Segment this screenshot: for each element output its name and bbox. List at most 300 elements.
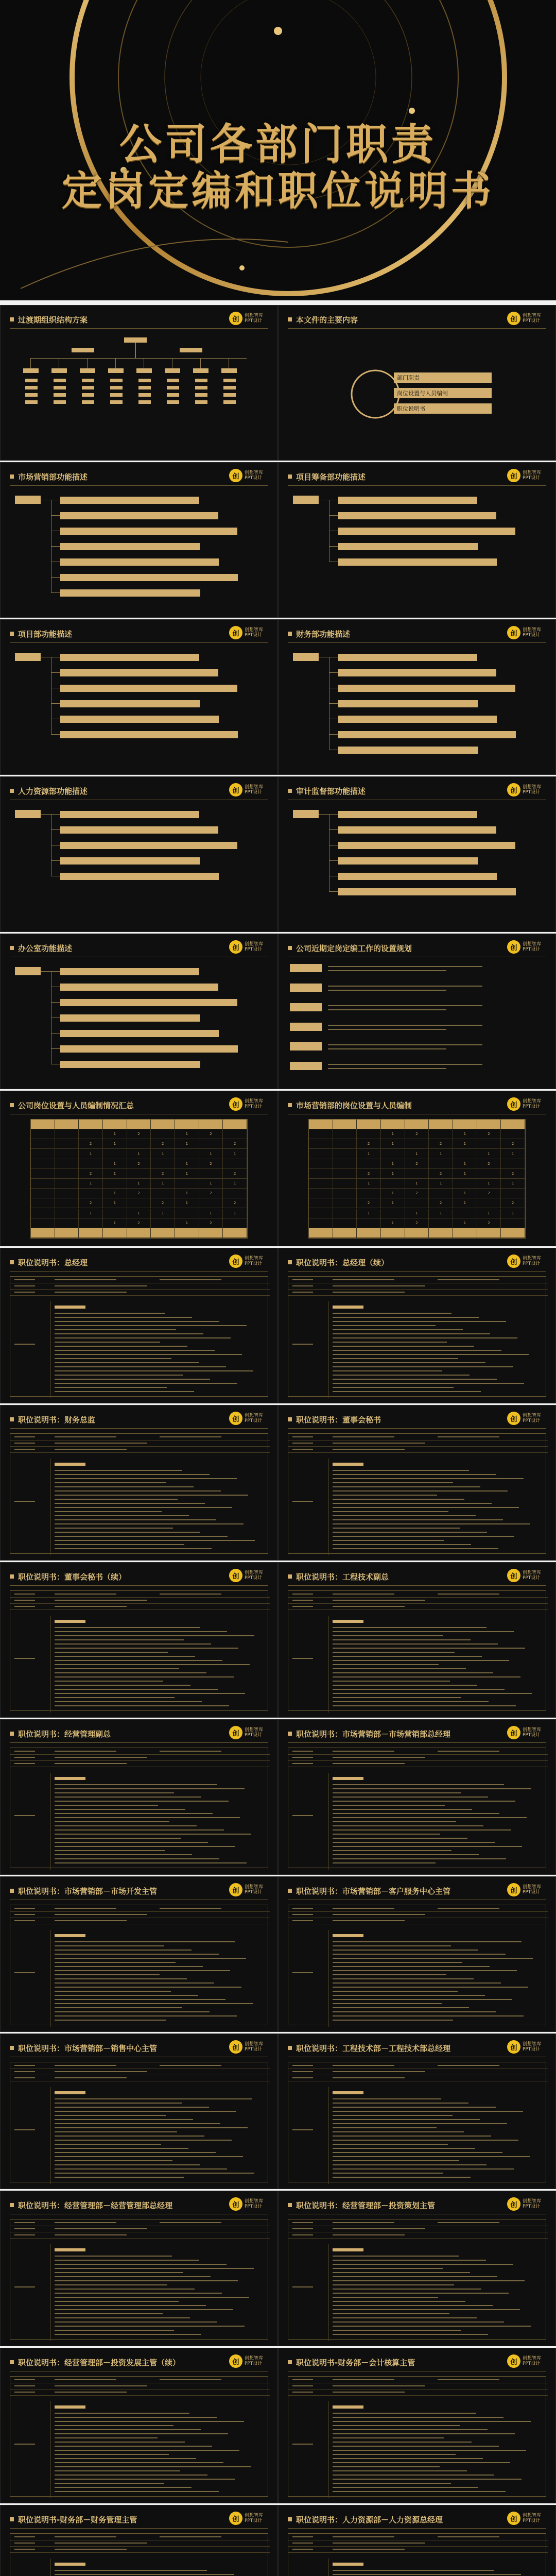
description-line <box>333 1358 458 1359</box>
table-cell: 2 <box>199 1218 223 1228</box>
table-cell <box>55 1179 79 1189</box>
org-node <box>180 348 202 352</box>
slide-title: 职位说明书：经营管理副总 <box>18 1729 111 1739</box>
function-root <box>293 496 319 504</box>
section-marker <box>55 1620 85 1623</box>
info-text <box>55 2228 147 2229</box>
slide-header <box>10 314 88 325</box>
description-line <box>333 2136 491 2137</box>
description-line <box>333 1958 533 1959</box>
table-cell <box>103 1149 127 1159</box>
info-row <box>10 1609 270 1610</box>
description-line <box>333 2301 465 2302</box>
function-bar <box>338 888 516 895</box>
info-text <box>55 1285 147 1286</box>
org-node <box>167 379 179 382</box>
description-line <box>55 1321 219 1322</box>
info-label <box>14 2129 35 2130</box>
org-node <box>124 337 147 343</box>
function-connector <box>319 814 329 815</box>
org-node <box>54 379 66 382</box>
org-node <box>138 386 151 389</box>
slide-19 <box>0 1719 278 1875</box>
info-label <box>292 1751 313 1752</box>
section-marker <box>55 2405 85 2409</box>
org-node <box>82 393 94 397</box>
description-line <box>333 2317 477 2318</box>
description-line <box>333 1342 447 1343</box>
title-bullet-icon <box>10 789 14 793</box>
description-line <box>333 2413 476 2414</box>
description-line <box>333 1528 460 1529</box>
title-bullet-icon <box>288 1574 292 1579</box>
title-bullet-icon <box>10 317 14 321</box>
description-line <box>333 1631 514 1632</box>
description-line <box>55 2570 207 2571</box>
brand-logo <box>229 2197 270 2211</box>
table-cell: 2 <box>127 1159 151 1169</box>
function-bar <box>60 842 237 849</box>
info-label <box>14 2228 35 2229</box>
info-text <box>333 1443 425 1444</box>
table-cell <box>103 1120 127 1129</box>
slide-header <box>288 628 350 639</box>
function-bar <box>60 1045 238 1053</box>
function-bar <box>60 528 237 535</box>
table-cell <box>103 1228 127 1238</box>
org-connector <box>200 358 201 368</box>
description-line <box>55 1705 229 1706</box>
slide-body <box>288 1276 546 1397</box>
table-cell: 1 <box>381 1169 405 1179</box>
table-cell <box>151 1159 175 1169</box>
description-line <box>333 2309 520 2310</box>
description-line <box>55 1346 187 1347</box>
org-node <box>195 386 207 389</box>
title-bullet-icon <box>288 1889 292 1893</box>
slide-body <box>288 1433 546 1554</box>
slide-header <box>288 2514 443 2525</box>
description-line <box>55 1391 194 1392</box>
slide-1 <box>0 305 278 461</box>
function-bar <box>60 1061 200 1068</box>
slide-title: 职位说明书：市场营销部－销售中心主管 <box>18 2043 158 2053</box>
slide-title: 职位说明书：总经理 <box>18 1258 88 1267</box>
table-cell <box>127 1198 151 1208</box>
description-line <box>55 1862 247 1863</box>
function-bar <box>338 811 477 818</box>
brand-logo <box>229 469 270 482</box>
org-node <box>51 368 67 373</box>
description-line <box>333 1966 490 1967</box>
description-line <box>55 2144 161 2145</box>
slide-title: 市场营销部的岗位设置与人员编制 <box>296 1100 412 1110</box>
slide-body <box>288 1905 546 2025</box>
logo-icon: 创 <box>507 2197 520 2211</box>
description-line <box>333 1643 498 1645</box>
description-line <box>333 1333 490 1334</box>
description-line <box>333 2437 444 2438</box>
description-line <box>333 1478 524 1479</box>
description-line <box>55 1797 201 1798</box>
function-bar <box>60 589 200 597</box>
info-label <box>14 1436 35 1437</box>
info-text <box>333 1600 425 1601</box>
description-line <box>333 2417 503 2418</box>
label-column <box>288 1930 329 2027</box>
table-cell <box>309 1218 333 1228</box>
description-line <box>333 1784 504 1785</box>
slide-body <box>288 2376 546 2497</box>
table-cell <box>333 1218 357 1228</box>
description-line <box>55 1834 251 1835</box>
slide-28 <box>278 2348 556 2503</box>
slide-header <box>10 1099 134 1111</box>
table-cell: 2 <box>501 1169 525 1179</box>
logo-text: 创想智库 PPT设计 <box>523 1885 542 1895</box>
summary-table <box>308 1119 526 1239</box>
description-line <box>333 1701 489 1702</box>
info-text <box>438 1908 499 1909</box>
org-node <box>221 368 237 373</box>
description-line <box>333 1375 470 1376</box>
description-line <box>333 1801 515 1802</box>
slide-title: 职位说明书：经营管理部－投资策划主管 <box>296 2200 436 2210</box>
description-line <box>55 2433 228 2434</box>
table-cell <box>175 1228 199 1238</box>
table-cell: 1 <box>127 1179 151 1189</box>
table-cell <box>31 1228 55 1238</box>
description-line <box>333 2425 460 2426</box>
description-line <box>333 1978 474 1979</box>
table-cell: 2 <box>79 1198 103 1208</box>
brand-logo <box>229 940 270 954</box>
description-line <box>55 2256 172 2257</box>
org-node <box>25 386 38 389</box>
info-text <box>333 2228 425 2229</box>
description-line <box>333 2164 486 2165</box>
description-line <box>55 2264 227 2265</box>
description-line <box>333 2313 449 2314</box>
table-cell <box>175 1209 199 1218</box>
function-connector <box>51 592 60 593</box>
table-cell <box>309 1179 333 1189</box>
table-cell: 1 <box>405 1209 429 1218</box>
contents-item-1: 部门职责 <box>394 372 492 383</box>
info-label <box>292 2071 313 2072</box>
slide-header <box>288 2199 435 2211</box>
function-bar <box>60 716 219 723</box>
description-line <box>55 2413 189 2414</box>
info-label <box>292 2392 313 2393</box>
info-text <box>333 2549 405 2550</box>
table-cell: 1 <box>79 1149 103 1159</box>
plan-step-text <box>328 1044 482 1045</box>
info-label <box>292 1914 313 1915</box>
logo-text: 创想智库 PPT设计 <box>523 628 542 638</box>
description-line <box>333 2156 530 2157</box>
table-cell <box>309 1129 333 1139</box>
header-divider <box>288 1742 546 1743</box>
description-line <box>333 2140 518 2141</box>
slide-7 <box>0 776 278 932</box>
table-cell <box>453 1209 477 1218</box>
function-root <box>293 810 319 818</box>
info-text <box>438 2536 499 2537</box>
label-column <box>288 1616 329 1713</box>
info-text <box>160 1436 221 1437</box>
table-cell: 2 <box>357 1198 381 1208</box>
table-cell: 1 <box>357 1179 381 1189</box>
table-cell: 1 <box>501 1209 525 1218</box>
table-cell <box>381 1120 405 1129</box>
table-cell <box>55 1139 79 1149</box>
info-row <box>288 1446 548 1447</box>
description-line <box>55 1974 160 1975</box>
function-bar <box>338 669 496 676</box>
org-node <box>72 348 94 352</box>
info-text <box>55 1763 127 1764</box>
description-line <box>333 1862 436 1863</box>
plan-step-text <box>328 1029 446 1030</box>
description-line <box>333 2280 525 2281</box>
table-cell: 2 <box>501 1139 525 1149</box>
position-description-table <box>288 2219 546 2340</box>
description-line <box>333 1945 451 1946</box>
slide-24 <box>278 2033 556 2189</box>
description-line <box>333 2421 531 2422</box>
function-bar <box>338 685 515 692</box>
description-line <box>55 2103 182 2104</box>
org-node <box>195 400 207 404</box>
table-cell: 1 <box>477 1179 501 1189</box>
description-line <box>333 1858 506 1859</box>
table-cell <box>79 1228 103 1238</box>
description-line <box>333 1507 519 1508</box>
label-column <box>10 2401 51 2498</box>
info-text <box>438 1436 499 1437</box>
logo-icon: 创 <box>507 1569 520 1582</box>
title-bullet-icon <box>288 946 292 950</box>
org-connector <box>30 358 31 368</box>
table-cell: 1 <box>381 1159 405 1169</box>
table-cell: 1 <box>175 1139 199 1149</box>
description-line <box>333 1813 499 1814</box>
title-bullet-icon <box>10 1260 14 1264</box>
org-node <box>167 393 179 397</box>
slide-18 <box>278 1562 556 1718</box>
table-cell <box>333 1189 357 1198</box>
table-cell: 1 <box>477 1149 501 1159</box>
description-line <box>55 1958 246 1959</box>
slide-header <box>10 942 72 954</box>
table-cell <box>381 1228 405 1238</box>
title-bullet-icon <box>10 2360 14 2364</box>
description-line <box>55 1801 229 1802</box>
description-line <box>55 2123 220 2124</box>
brand-logo <box>507 2512 548 2525</box>
info-text <box>160 1751 221 1752</box>
brand-logo <box>507 1726 548 1739</box>
info-label <box>14 1501 35 1502</box>
description-line <box>55 2260 199 2261</box>
description-line <box>55 1966 203 1967</box>
info-label <box>292 1501 313 1502</box>
table-cell <box>127 1139 151 1149</box>
description-line <box>333 1805 445 1806</box>
logo-text: 创想智库 PPT设计 <box>245 1256 264 1266</box>
logo-text: 创想智库 PPT设计 <box>523 2356 542 2366</box>
section-marker <box>333 1306 363 1309</box>
function-connector <box>51 672 60 673</box>
slide-header <box>288 471 366 482</box>
logo-icon: 创 <box>507 1097 520 1111</box>
description-line <box>55 1375 183 1376</box>
description-line <box>333 2454 456 2455</box>
info-text <box>55 2385 147 2386</box>
description-line <box>333 2003 442 2004</box>
position-description-table <box>10 1590 268 1711</box>
description-line <box>55 1383 237 1384</box>
table-cell <box>151 1228 175 1238</box>
brand-logo <box>507 2354 548 2368</box>
info-label <box>14 1279 35 1280</box>
description-line <box>333 1350 501 1351</box>
slide-title: 过渡期组织结构方案 <box>18 315 88 325</box>
description-line <box>55 2156 243 2157</box>
table-cell <box>405 1120 429 1129</box>
info-label <box>292 2228 313 2229</box>
logo-icon: 创 <box>507 469 520 482</box>
cover-slide <box>0 0 556 300</box>
function-connector <box>51 577 60 578</box>
description-line <box>55 1817 240 1818</box>
description-line <box>55 1317 192 1318</box>
description-line <box>333 1354 529 1355</box>
description-line <box>55 1850 165 1851</box>
description-line <box>333 2268 443 2269</box>
title-bullet-icon <box>288 1732 292 1736</box>
description-line <box>333 1325 436 1326</box>
org-node <box>82 379 94 382</box>
description-line <box>55 1490 221 1492</box>
logo-icon: 创 <box>229 1569 242 1582</box>
description-line <box>333 2276 497 2277</box>
description-line <box>55 1499 178 1500</box>
table-cell <box>501 1159 525 1169</box>
table-cell <box>127 1228 151 1238</box>
slide-3 <box>0 462 278 618</box>
info-text <box>160 1279 221 1280</box>
info-text <box>438 2222 499 2223</box>
table-cell <box>429 1218 453 1228</box>
position-description-table <box>10 1433 268 1554</box>
function-bar <box>60 1014 200 1022</box>
function-bar <box>338 842 515 849</box>
section-marker <box>55 1463 85 1466</box>
header-divider <box>10 1271 268 1272</box>
label-column <box>10 2558 51 2576</box>
table-cell: 1 <box>357 1209 381 1218</box>
brand-logo <box>229 312 270 325</box>
table-cell: 1 <box>223 1149 247 1159</box>
info-text <box>160 1908 221 1909</box>
table-cell: 1 <box>453 1139 477 1149</box>
header-divider <box>10 485 268 486</box>
table-cell: 1 <box>381 1129 405 1139</box>
description-line <box>55 2475 207 2476</box>
info-label <box>292 2286 313 2287</box>
table-cell: 1 <box>453 1129 477 1139</box>
summary-table <box>30 1119 248 1239</box>
header-divider <box>288 1428 546 1429</box>
org-node <box>138 400 151 404</box>
slide-body <box>288 1748 546 1868</box>
function-root <box>15 810 41 818</box>
table-cell <box>55 1209 79 1218</box>
table-cell <box>127 1120 151 1129</box>
description-line <box>333 2256 459 2257</box>
info-text <box>438 2065 499 2066</box>
description-line <box>55 2317 190 2318</box>
description-line <box>55 1941 235 1942</box>
logo-text: 创想智库 PPT设计 <box>523 1570 542 1581</box>
description-line <box>333 1834 440 1835</box>
logo-icon: 创 <box>229 626 242 639</box>
table-cell <box>31 1209 55 1218</box>
description-line <box>55 1532 200 1533</box>
slide-title: 职位说明书：市场营销部－市场开发主管 <box>18 1886 158 1896</box>
description-line <box>55 1511 162 1512</box>
logo-text: 创想智库 PPT设计 <box>245 1885 264 1895</box>
table-cell: 2 <box>151 1198 175 1208</box>
function-connector <box>51 814 60 815</box>
info-label <box>292 1594 313 1595</box>
table-cell: 1 <box>151 1179 175 1189</box>
table-cell <box>309 1169 333 1179</box>
description-line <box>55 1482 166 1483</box>
table-cell: 1 <box>103 1159 127 1169</box>
table-cell <box>309 1139 333 1149</box>
info-label <box>292 1606 313 1607</box>
description-line <box>55 2462 223 2463</box>
description-line <box>333 2305 493 2306</box>
description-line <box>333 1391 481 1392</box>
position-description-table <box>288 1276 546 1397</box>
info-label <box>292 1757 313 1758</box>
brand-logo <box>229 1412 270 1425</box>
description-line <box>333 1660 509 1661</box>
header-divider <box>10 642 268 643</box>
title-bullet-icon <box>288 789 292 793</box>
title-bullet-icon <box>10 1889 14 1893</box>
table-cell: 1 <box>103 1198 127 1208</box>
description-line <box>333 2462 510 2463</box>
description-line <box>55 2164 200 2165</box>
title-bullet-icon <box>10 2203 14 2207</box>
function-bar <box>338 716 497 723</box>
contents-item-2: 岗位设置与人员编制 <box>394 388 492 398</box>
description-line <box>55 1342 160 1343</box>
info-label <box>292 2065 313 2066</box>
description-line <box>333 1486 480 1487</box>
table-cell: 1 <box>381 1139 405 1149</box>
description-line <box>55 1627 200 1628</box>
position-description-table <box>10 1748 268 1868</box>
description-line <box>333 1383 524 1384</box>
description-line <box>55 2115 166 2116</box>
description-line <box>55 2268 254 2269</box>
